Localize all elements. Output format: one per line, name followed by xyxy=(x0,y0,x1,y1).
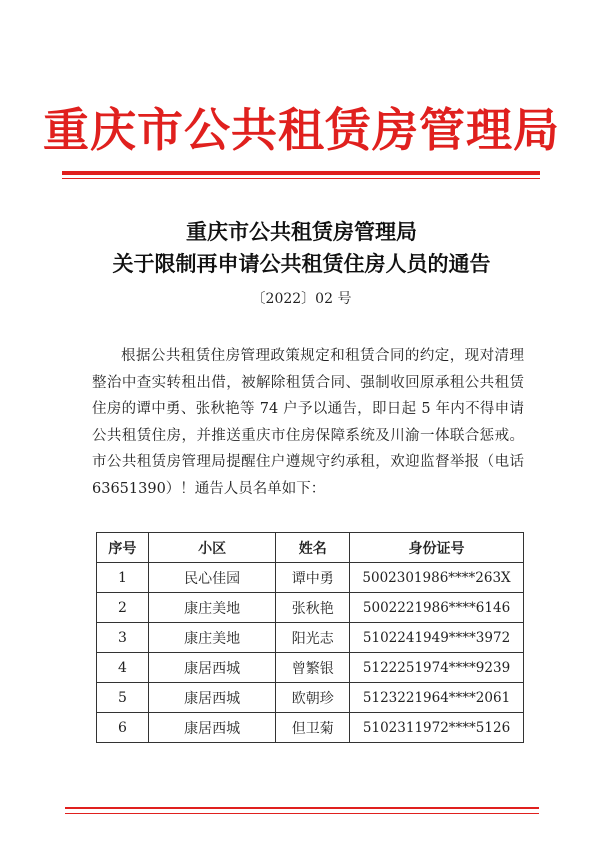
table-row xyxy=(97,623,524,653)
restricted-persons-table xyxy=(96,532,524,743)
cell-name: 欧朝珍 xyxy=(276,683,350,713)
table-row xyxy=(97,653,524,683)
cell-community: 民心佳园 xyxy=(148,563,276,593)
notice-title-line-1: 重庆市公共租赁房管理局 xyxy=(186,219,417,244)
cell-name: 但卫菊 xyxy=(276,713,350,743)
cell-serial: 5 xyxy=(97,683,149,713)
header-id-number: 身份证号 xyxy=(350,533,524,563)
notice-body: 根据公共租赁住房管理政策规定和租赁合同的约定，现对清理整治中查实转租出借，被解除租赁合同、强制收回原承租公共租赁住房的谭中勇、张秋艳等 74 户予以通告，即日起 5 年内不得申请公共租赁住房，并推送重庆市住房保障系统及川渝一体联合惩戒。市公共租赁房管理局提醒住户遵规守约承租，欢迎监督举报（电话 63651390）！通告人员名单如下： xyxy=(92,348,524,497)
cell-id-number: 5002221986****6146 xyxy=(350,593,524,623)
header-community: 小区 xyxy=(148,533,276,563)
cell-name: 曾繁银 xyxy=(276,653,350,683)
table-row xyxy=(97,563,524,593)
header-serial: 序号 xyxy=(97,533,149,563)
cell-name: 谭中勇 xyxy=(276,563,350,593)
cell-serial: 4 xyxy=(97,653,149,683)
cell-id-number: 5123221964****2061 xyxy=(350,683,524,713)
cell-name: 张秋艳 xyxy=(276,593,350,623)
cell-community: 康庄美地 xyxy=(148,593,276,623)
table-header-row xyxy=(97,533,524,563)
cell-serial: 1 xyxy=(97,563,149,593)
cell-name: 阳光志 xyxy=(276,623,350,653)
table-row xyxy=(97,683,524,713)
header-name: 姓名 xyxy=(276,533,350,563)
footer-rule-thin xyxy=(65,813,539,814)
cell-id-number: 5002301986****263X xyxy=(350,563,524,593)
notice-title-block xyxy=(0,216,603,312)
cell-serial: 3 xyxy=(97,623,149,653)
cell-community: 康居西城 xyxy=(148,683,276,713)
cell-serial: 2 xyxy=(97,593,149,623)
letterhead-rule xyxy=(62,171,540,175)
cell-community: 康居西城 xyxy=(148,653,276,683)
table-row xyxy=(97,713,524,743)
letterhead-rule-thin xyxy=(62,178,540,179)
agency-letterhead-title: 重庆市公共租赁房管理局 xyxy=(43,103,560,157)
notice-title-line-2: 关于限制再申请公共租赁住房人员的通告 xyxy=(112,251,491,276)
cell-serial: 6 xyxy=(97,713,149,743)
cell-id-number: 5122251974****9239 xyxy=(350,653,524,683)
cell-community: 康庄美地 xyxy=(148,623,276,653)
document-number: 〔2022〕02 号 xyxy=(251,291,352,307)
cell-id-number: 5102311972****5126 xyxy=(350,713,524,743)
table-row xyxy=(97,593,524,623)
cell-community: 康居西城 xyxy=(148,713,276,743)
footer-rule xyxy=(65,807,539,809)
cell-id-number: 5102241949****3972 xyxy=(350,623,524,653)
